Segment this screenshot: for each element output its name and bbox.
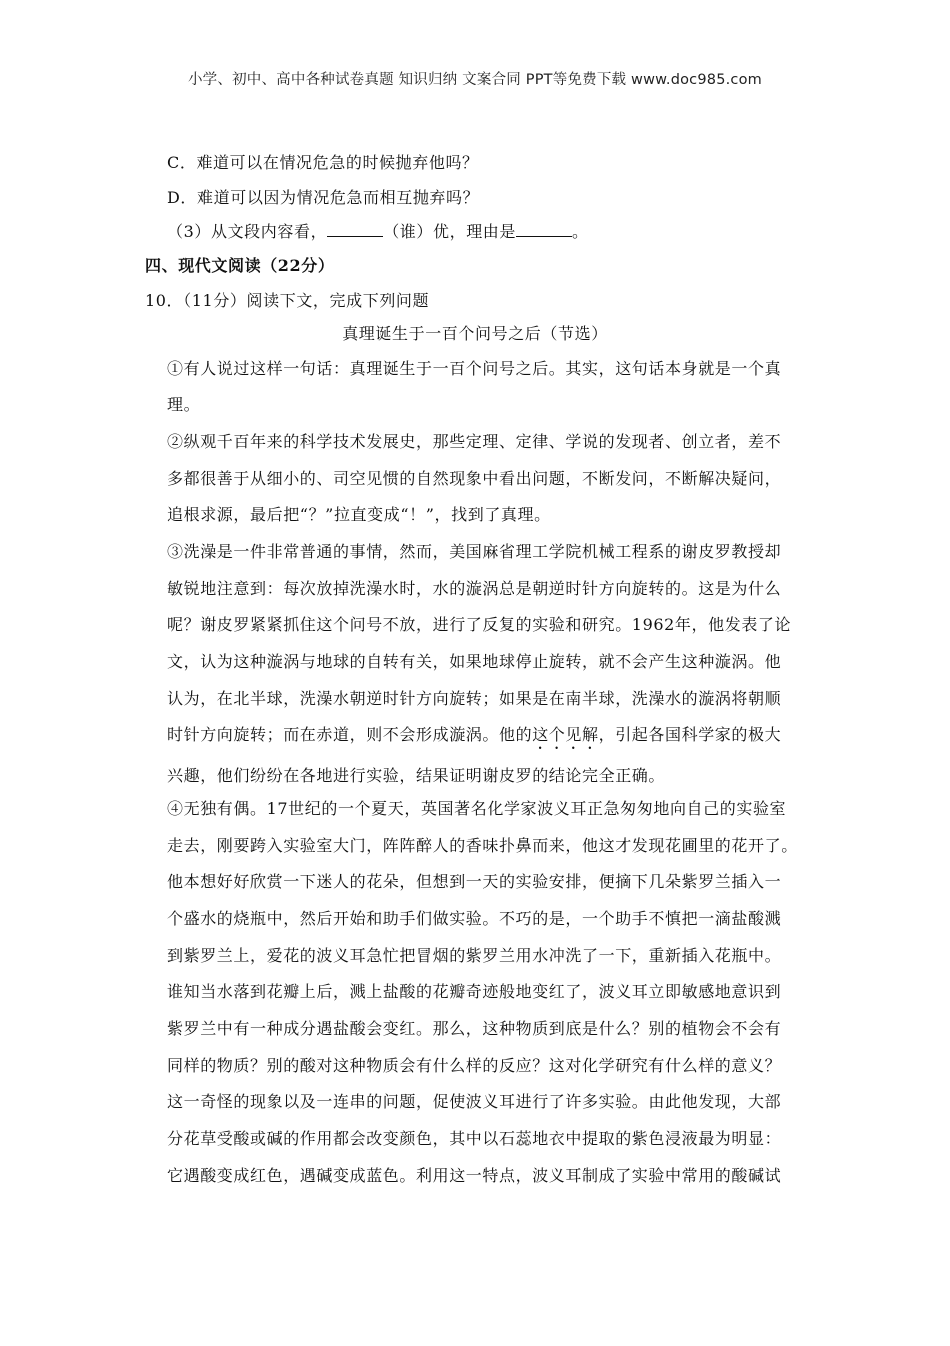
section-title: 四、现代文阅读（22分） bbox=[145, 256, 335, 275]
passage-line: 走去，刚要跨入实验室大门，阵阵醉人的香味扑鼻而来，他这才发现花圃里的花开了。 bbox=[167, 836, 798, 855]
passage-line: 紫罗兰中有一种成分遇盐酸会变红。那么，这种物质到底是什么？别的植物会不会有 bbox=[167, 1019, 782, 1038]
passage-line: 到紫罗兰上，爱花的波义耳急忙把冒烟的紫罗兰用水冲洗了一下，重新插入花瓶中。 bbox=[167, 946, 782, 965]
answer-blank-1[interactable] bbox=[327, 222, 383, 237]
line11-after: ，引起各国科学家的极大 bbox=[598, 725, 782, 744]
passage-line: 兴趣，他们纷纷在各地进行实验，结果证明谢皮罗的结论完全正确。 bbox=[167, 766, 666, 785]
passage-line: 个盛水的烧瓶中，然后开始和助手们做实验。不巧的是，一个助手不慎把一滴盐酸溅 bbox=[167, 909, 782, 928]
passage-line: 他本想好好欣赏一下迷人的花朵，但想到一天的实验安排，便摘下几朵紫罗兰插入一 bbox=[167, 872, 782, 891]
passage-line: 追根求源，最后把“？”拉直变成“！”，找到了真理。 bbox=[167, 505, 551, 524]
passage-line bbox=[167, 722, 781, 753]
emphasized-phrase: 这个见解 bbox=[532, 725, 599, 744]
q3-suffix: 。 bbox=[572, 222, 589, 241]
passage-line: 认为，在北半球，洗澡水朝逆时针方向旋转；如果是在南半球，洗澡水的漩涡将朝顺 bbox=[167, 689, 782, 708]
line11-before: 时针方向旋转；而在赤道，则不会形成漩涡。他的 bbox=[167, 725, 533, 744]
passage-line: ③洗澡是一件非常普通的事情，然而，美国麻省理工学院机械工程系的谢皮罗教授却 bbox=[167, 542, 782, 561]
passage-line: 呢？谢皮罗紧紧抓住这个问号不放，进行了反复的实验和研究。1962年，他发表了论 bbox=[167, 615, 792, 634]
passage-line: ④无独有偶。17世纪的一个夏天，英国著名化学家波义耳正急匆匆地向自己的实验室 bbox=[167, 799, 787, 818]
passage-line: 同样的物质？别的酸对这种物质会有什么样的反应？这对化学研究有什么样的意义？ bbox=[167, 1056, 782, 1075]
q3-middle: （谁）优，理由是 bbox=[383, 222, 516, 241]
passage-line: 谁知当水落到花瓣上后，溅上盐酸的花瓣奇迹般地变红了，波义耳立即敏感地意识到 bbox=[167, 982, 782, 1001]
passage-line: ①有人说过这样一句话：真理诞生于一百个问号之后。其实，这句话本身就是一个真 bbox=[167, 359, 782, 378]
question-3 bbox=[167, 219, 589, 242]
passage-line: 它遇酸变成红色，遇碱变成蓝色。利用这一特点，波义耳制成了实验中常用的酸碱试 bbox=[167, 1166, 782, 1185]
passage-title: 真理诞生于一百个问号之后（节选） bbox=[342, 324, 608, 343]
passage-line: 敏锐地注意到：每次放掉洗澡水时，水的漩涡总是朝逆时针方向旋转的。这是为什么 bbox=[167, 579, 782, 598]
page-header: 小学、初中、高中各种试卷真题 知识归纳 文案合同 PPT等免费下载 www.doc985.com bbox=[187, 72, 763, 88]
passage-line: 这一奇怪的现象以及一连串的问题，促使波义耳进行了许多实验。由此他发现，大部 bbox=[167, 1092, 782, 1111]
passage-line: ②纵观千百年来的科学技术发展史，那些定理、定律、学说的发现者、创立者，差不 bbox=[167, 432, 782, 451]
option-c: C．难道可以在情况危急的时候抛弃他吗？ bbox=[167, 153, 479, 172]
q3-prefix: （3）从文段内容看， bbox=[167, 222, 328, 241]
passage-line: 多都很善于从细小的、司空见惯的自然现象中看出问题，不断发问，不断解决疑问， bbox=[167, 469, 782, 488]
passage-line: 分花草受酸或碱的作用都会改变颜色，其中以石蕊地衣中提取的紫色浸液最为明显： bbox=[167, 1129, 782, 1148]
passage-line: 理。 bbox=[167, 395, 201, 414]
passage-line: 文，认为这种漩涡与地球的自转有关，如果地球停止旋转，就不会产生这种漩涡。他 bbox=[167, 652, 782, 671]
answer-blank-2[interactable] bbox=[516, 222, 572, 237]
option-d: D．难道可以因为情况危急而相互抛弃吗？ bbox=[167, 188, 480, 207]
question-10: 10．（11分）阅读下文，完成下列问题 bbox=[145, 291, 430, 310]
